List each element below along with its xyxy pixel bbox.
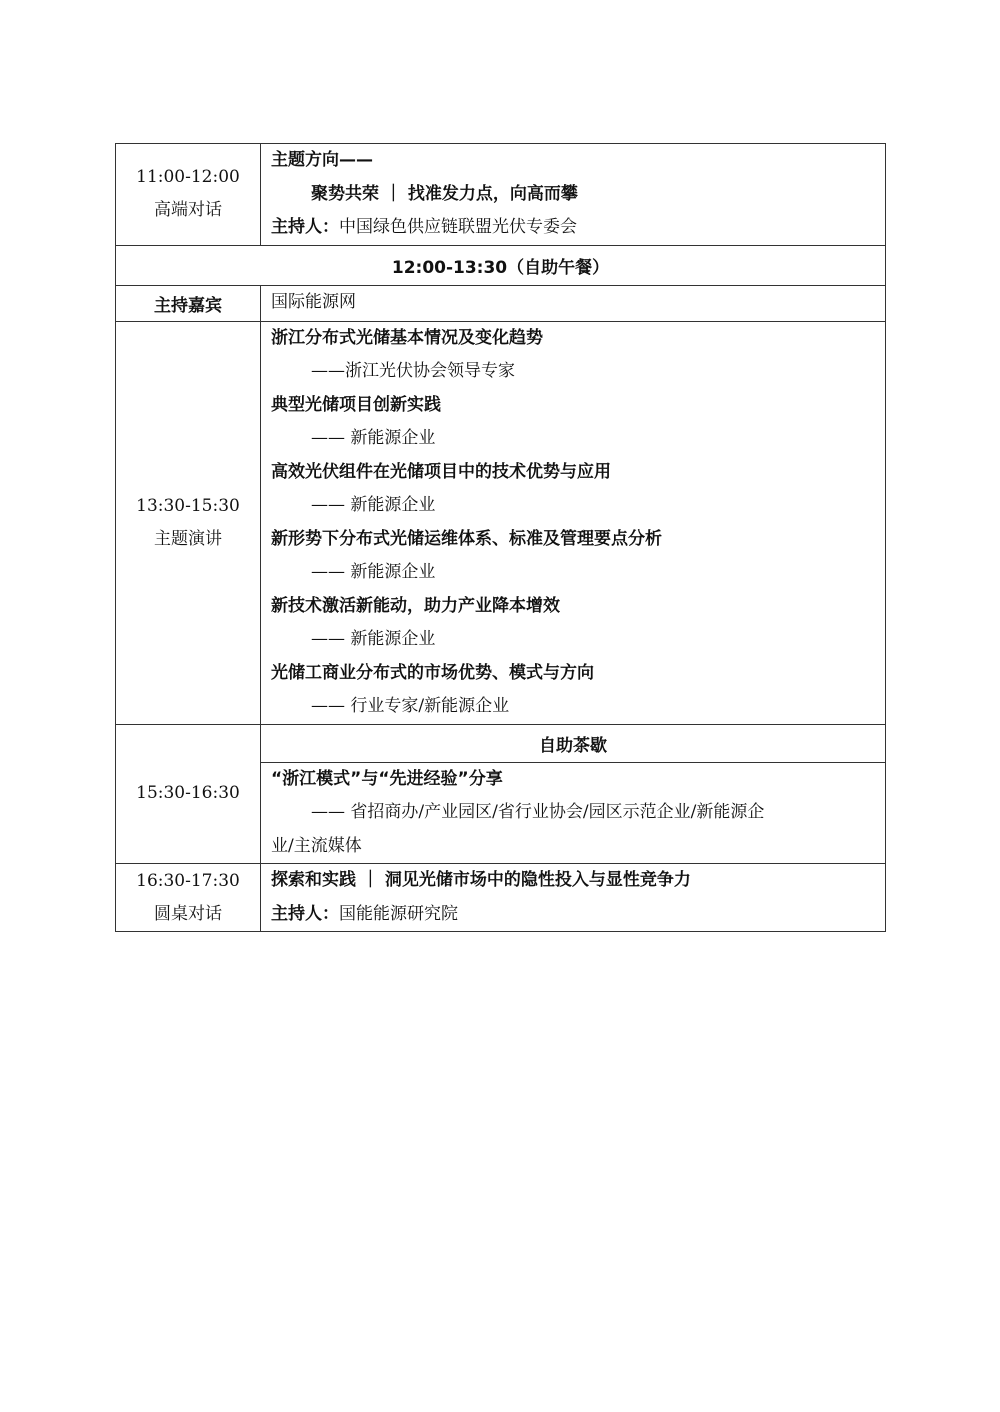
tea-break: 自助茶歇 (261, 724, 886, 762)
session-time: 16:30-17:30 (136, 870, 240, 891)
session-time: 13:30-15:30 (136, 495, 240, 516)
host-value: 国能能源研究院 (339, 903, 458, 924)
talk-title: 高效光伏组件在光储项目中的技术优势与应用 (271, 461, 611, 482)
session-content (261, 144, 886, 246)
host-line (271, 898, 877, 932)
session-name: 高端对话 (154, 200, 222, 221)
session-time-cell (116, 144, 261, 246)
talk-speaker: —— 新能源企业 (311, 629, 436, 649)
talk-title: 光储工商业分布式的市场优势、模式与方向 (271, 662, 594, 683)
talk-speaker: —— 新能源企业 (311, 495, 436, 515)
agenda-row-dialogue (116, 144, 886, 246)
session-time-cell (116, 724, 261, 864)
session-name: 圆桌对话 (154, 903, 222, 924)
host-label: 主持人： (271, 217, 339, 237)
session-content (261, 864, 886, 932)
sharing-speakers-cont: 业/主流媒体 (271, 835, 362, 856)
agenda-row-host-guest (116, 285, 886, 321)
talk-speaker: —— 新能源企业 (311, 428, 436, 448)
talk-title: 新技术激活新能动，助力产业降本增效 (271, 595, 560, 616)
lunch-break: 12:00-13:30（自助午餐） (116, 245, 886, 285)
talk-title: 新形势下分布式光储运维体系、标准及管理要点分析 (271, 528, 662, 549)
host-value: 中国绿色供应链联盟光伏专委会 (339, 217, 577, 237)
host-line (271, 211, 877, 245)
session-name: 主题演讲 (154, 528, 222, 549)
talk-title: 浙江分布式光储基本情况及变化趋势 (271, 327, 543, 348)
session-time-cell (116, 864, 261, 932)
talk-speaker: —— 新能源企业 (311, 562, 436, 582)
talk-speaker: —— 行业专家/新能源企业 (311, 696, 510, 716)
talk-speaker: ——浙江光伏协会领导专家 (311, 361, 515, 381)
talk-title: 典型光储项目创新实践 (271, 394, 441, 415)
roundtable-title: 探索和实践 ｜ 洞见光储市场中的隐性投入与显性竞争力 (271, 870, 691, 890)
host-guest-label: 主持嘉宾 (116, 285, 261, 321)
agenda-row-lunch (116, 245, 886, 285)
session-time-cell (116, 321, 261, 724)
session-time: 11:00-12:00 (136, 167, 240, 188)
theme-title: 聚势共荣 ｜ 找准发力点，向高而攀 (311, 183, 578, 204)
session-content (261, 762, 886, 864)
agenda-table (115, 143, 886, 932)
session-content (261, 321, 886, 724)
agenda-row-roundtable (116, 864, 886, 932)
sharing-title: “浙江模式”与“先进经验”分享 (271, 768, 503, 789)
agenda-row-tea-break (116, 724, 886, 762)
host-label: 主持人： (271, 903, 339, 924)
host-guest-value: 国际能源网 (261, 285, 886, 321)
theme-label: 主题方向—— (271, 150, 373, 170)
agenda-row-keynote (116, 321, 886, 724)
session-time: 15:30-16:30 (136, 783, 240, 804)
sharing-speakers: —— 省招商办/产业园区/省行业协会/园区示范企业/新能源企 (311, 802, 765, 822)
